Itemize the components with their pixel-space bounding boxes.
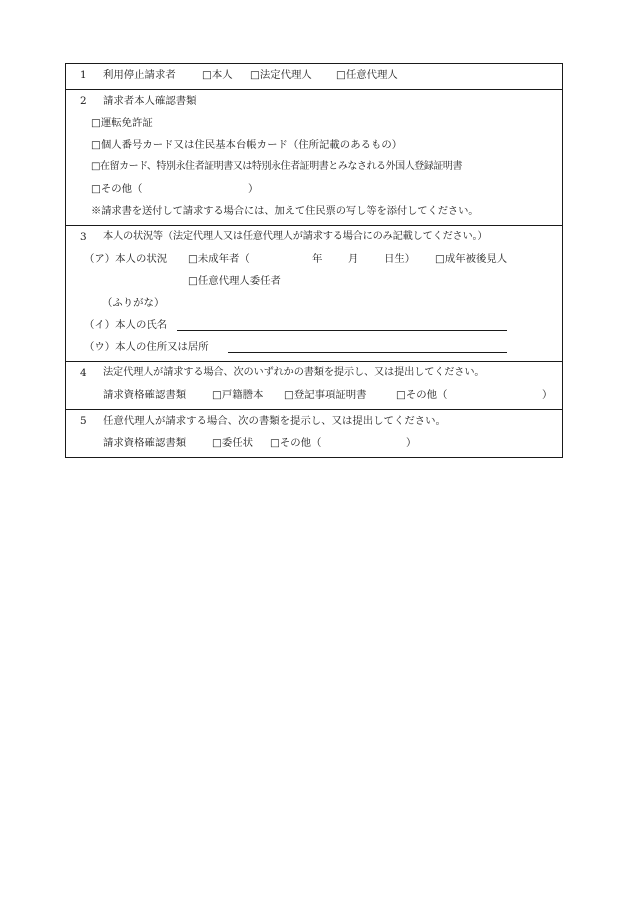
other-id-close-paren: ）: [248, 183, 259, 195]
voluntary-agent-other-close-paren: ）: [406, 437, 417, 449]
section-legal-agent-documents: [66, 361, 562, 409]
principal-name-label: （イ）本人の氏名: [84, 319, 168, 331]
id-documents-title: 請求者本人確認書類: [103, 95, 197, 107]
birth-day-label: 日生）: [384, 253, 416, 265]
legal-agent-docs-title: 法定代理人が請求する場合、次のいずれかの書類を提示し、又は提出してください。: [103, 367, 485, 378]
voluntary-agent-other-checkbox[interactable]: □その他（: [270, 437, 322, 449]
request-form-table: [65, 63, 563, 458]
family-register-checkbox[interactable]: □戸籍謄本: [212, 389, 264, 401]
birth-month-label: 月: [348, 253, 359, 265]
requester-label: 利用停止請求者: [103, 69, 176, 81]
section-voluntary-agent-documents: [66, 409, 562, 457]
legal-agent-other-close-paren: ）: [542, 389, 553, 401]
section-number: 3: [80, 231, 87, 243]
adult-ward-checkbox[interactable]: □成年被後見人: [435, 253, 508, 265]
power-of-attorney-checkbox[interactable]: □委任状: [212, 437, 253, 449]
section-number: 4: [80, 367, 87, 379]
voluntary-agent-doc-label: 請求資格確認書類: [103, 437, 187, 449]
section-principal-status: [66, 225, 562, 361]
requester-legal-agent-checkbox[interactable]: □法定代理人: [250, 69, 312, 81]
voluntary-agent-docs-title: 任意代理人が請求する場合、次の書類を提示し、又は提出してください。: [103, 415, 446, 427]
requester-self-checkbox[interactable]: □本人: [202, 69, 233, 81]
section-id-documents: [66, 89, 562, 225]
requester-voluntary-agent-checkbox[interactable]: □任意代理人: [336, 69, 398, 81]
registry-certificate-checkbox[interactable]: □登記事項証明書: [284, 389, 367, 401]
residence-card-checkbox[interactable]: □在留カード、特別永住者証明書又は特別永住者証明書とみなされる外国人登録証明書: [91, 161, 462, 172]
drivers-license-checkbox[interactable]: □運転免許証: [91, 117, 153, 129]
legal-agent-other-checkbox[interactable]: □その他（: [396, 389, 448, 401]
section-number: 5: [80, 415, 87, 427]
principal-address-label: （ウ）本人の住所又は居所: [84, 341, 209, 353]
mynumber-card-checkbox[interactable]: □個人番号カード又は住民基本台帳カード（住所記載のあるもの）: [91, 139, 403, 151]
birth-year-label: 年: [312, 253, 323, 265]
id-documents-note: ※請求書を送付して請求する場合には、加えて住民票の写し等を添付してください。: [91, 205, 479, 217]
section-number: 1: [80, 69, 87, 81]
legal-agent-doc-label: 請求資格確認書類: [103, 389, 187, 401]
section-requester: [66, 64, 562, 89]
principal-address-field[interactable]: [228, 336, 507, 353]
other-id-checkbox[interactable]: □その他（: [91, 183, 143, 195]
delegator-checkbox[interactable]: □任意代理人委任者: [188, 275, 281, 287]
section-number: 2: [80, 95, 87, 107]
principal-status-label: （ア）本人の状況: [84, 253, 168, 265]
minor-checkbox[interactable]: □未成年者（: [188, 253, 250, 265]
principal-name-field[interactable]: [177, 314, 507, 331]
principal-status-title: 本人の状況等（法定代理人又は任意代理人が請求する場合にのみ記載してください。）: [103, 231, 488, 242]
furigana-label: （ふりがな）: [102, 297, 165, 309]
